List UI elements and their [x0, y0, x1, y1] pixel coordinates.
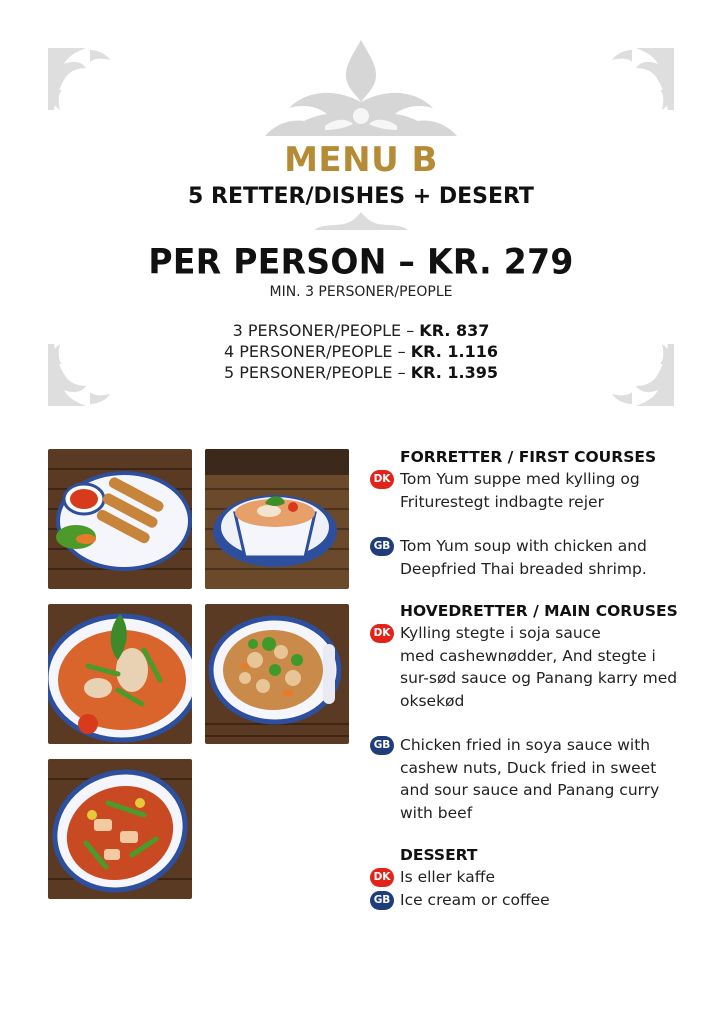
- text-line: oksekød: [400, 691, 465, 710]
- tier-price: KR. 1.395: [410, 363, 498, 382]
- tier-price: KR. 837: [419, 321, 490, 340]
- first-courses-heading: FORRETTER / FIRST COURSES: [400, 448, 657, 466]
- text-line: med cashewnødder, And stegte i: [400, 646, 656, 665]
- uk-flag-badge: GB: [370, 736, 394, 755]
- denmark-flag-badge: DK: [370, 470, 394, 489]
- text-line: with beef: [400, 803, 473, 822]
- uk-flag-badge: GB: [370, 891, 394, 910]
- photo-cashew-chicken: [205, 604, 349, 744]
- minimum-people: MIN. 3 PERSONER/PEOPLE: [269, 284, 453, 300]
- corner-flourish-icon: [610, 46, 676, 112]
- tier-4-people: [0, 341, 722, 362]
- denmark-flag-badge: DK: [370, 624, 394, 643]
- photo-fried-shrimp: [48, 449, 192, 589]
- text-line: Tom Yum soup with chicken and: [400, 537, 647, 555]
- menu-title: MENU B: [284, 140, 438, 180]
- price-tiers: [0, 320, 722, 383]
- text-line: Deepfried Thai breaded shrimp.: [400, 559, 647, 578]
- dessert-gb: [370, 889, 700, 912]
- tier-label: 4 PERSONER/PEOPLE –: [224, 342, 411, 361]
- photo-tom-yum-soup: [205, 449, 349, 589]
- tier-label: 5 PERSONER/PEOPLE –: [224, 363, 411, 382]
- menu-courses: [370, 446, 700, 911]
- uk-flag-badge: GB: [370, 537, 394, 556]
- text-line: Kylling stegte i soja sauce: [400, 624, 601, 642]
- text-line: Ice cream or coffee: [400, 890, 550, 909]
- photo-panang-curry: [48, 604, 192, 744]
- text-line: cashew nuts, Duck fried in sweet: [400, 758, 657, 777]
- dessert-heading: DESSERT: [400, 846, 478, 864]
- denmark-flag-badge: DK: [370, 868, 394, 887]
- tier-3-people: [0, 320, 722, 341]
- text-line: Is eller kaffe: [400, 868, 495, 886]
- tier-price: KR. 1.116: [410, 342, 498, 361]
- menu-subtitle: 5 RETTER/DISHES + DESERT: [188, 184, 534, 209]
- text-line: Chicken fried in soya sauce with: [400, 736, 651, 754]
- divider-ornament-icon: [312, 210, 410, 232]
- text-line: Friturestegt indbagte rejer: [400, 492, 604, 511]
- thai-ornament-icon: [255, 38, 467, 138]
- text-line: Tom Yum suppe med kylling og: [400, 470, 640, 488]
- text-line: and sour sauce and Panang curry: [400, 781, 660, 799]
- tier-5-people: [0, 362, 722, 383]
- text-line: sur-sød sauce og Panang karry med: [400, 669, 678, 687]
- per-person-price: PER PERSON – KR. 279: [148, 241, 574, 282]
- tier-label: 3 PERSONER/PEOPLE –: [232, 321, 420, 340]
- main-courses-heading: HOVEDRETTER / MAIN CORUSES: [400, 602, 678, 620]
- main-courses-dk: [370, 622, 700, 712]
- first-courses-dk: [370, 468, 700, 513]
- corner-flourish-icon: [46, 46, 112, 112]
- photo-sweet-sour-duck: [48, 759, 192, 899]
- first-courses-gb: [370, 535, 700, 580]
- dessert-dk: [370, 866, 700, 889]
- main-courses-gb: [370, 734, 700, 824]
